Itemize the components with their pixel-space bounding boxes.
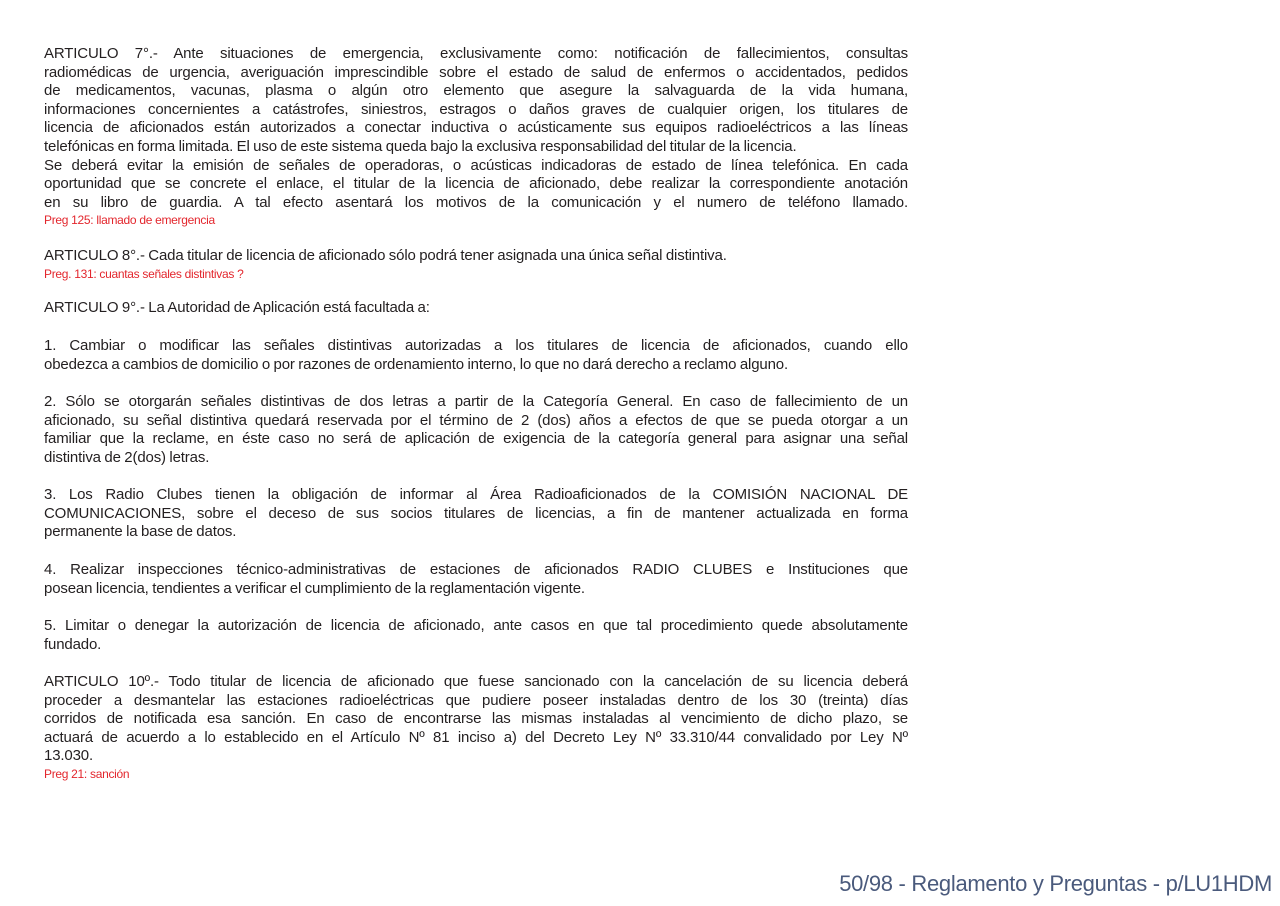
text-line: obedezca a cambios de domicilio o por razones de ordenamiento interno, lo que no dará derecho a reclamo alguno.	[44, 355, 789, 373]
text-line: oportunidad que se concrete el enlace, el titular de la licencia de aficionado, debe realizar la correspondiente anotación	[44, 175, 908, 193]
text-line: radiomédicas de urgencia, averiguación imprescindible sobre el estado de salud de enfermos o accidentados, pedidos	[44, 63, 908, 81]
text-line: 3. Los Radio Clubes tienen la obligación de informar al Área Radioaficionados de la COMISIÓN NACIONAL DE	[44, 486, 908, 503]
text-line: 4. Realizar inspecciones técnico-administrativas de estaciones de aficionados RADIO CLUBES e Instituciones que	[44, 561, 908, 578]
item-5-paragraph	[44, 617, 908, 654]
articulo-7-paragraph	[44, 45, 908, 228]
text-line: ARTICULO 7°.- Ante situaciones de emergencia, exclusivamente como: notificación de fallecimientos, consultas	[44, 45, 908, 62]
text-line: aficionado, su señal distintiva quedará reservada por el término de 2 (dos) años a efectos de que se pueda otorgar a un	[44, 411, 908, 429]
text-line: de medicamentos, vacunas, plasma o algún otro elemento que asegure la salvaguarda de la vida humana,	[44, 82, 908, 100]
text-line: 1. Cambiar o modificar las señales distintivas autorizadas a los titulares de licencia de aficionados, cuando ello	[44, 337, 908, 354]
question-reference-note: Preg 21: sanción	[44, 766, 130, 781]
text-line: telefónicas en forma limitada. El uso de este sistema queda bajo la exclusiva responsabilidad del titular de la licencia.	[44, 137, 797, 155]
text-line: fundado.	[44, 635, 102, 653]
text-line: COMUNICACIONES, sobre el deceso de sus socios titulares de licencias, a fin de mantener actualizada en forma	[44, 504, 908, 522]
text-line: familiar que la reclame, en éste caso no será de aplicación de exigencia de la categoría general para asignar una señal	[44, 430, 908, 448]
text-line: 13.030.	[44, 747, 93, 765]
text-line: ARTICULO 10º.- Todo titular de licencia de aficionado que fuese sancionado con la cancelación de su licencia deberá	[44, 673, 908, 690]
page-footer: 50/98 - Reglamento y Preguntas - p/LU1HDM	[839, 871, 1272, 896]
articulo-10-paragraph	[44, 673, 908, 782]
item-4-paragraph	[44, 561, 908, 598]
text-line: posean licencia, tendientes a verificar el cumplimiento de la reglamentación vigente.	[44, 579, 585, 597]
text-line: permanente la base de datos.	[44, 523, 237, 541]
text-line: licencia de aficionados están autorizados a conectar inductiva o acústicamente sus equipos radioeléctricos a las líneas	[44, 119, 908, 137]
question-reference-note: Preg. 131: cuantas señales distintivas ?	[44, 266, 244, 281]
text-line: Se deberá evitar la emisión de señales de operadoras, o acústicas indicadoras de estado de línea telefónica. En cada	[44, 156, 908, 174]
item-3-paragraph	[44, 486, 908, 542]
text-line: informaciones concernientes a catástrofes, siniestros, estragos o daños graves de cualquier origen, los titulares de	[44, 100, 908, 118]
articulo-9-paragraph	[44, 299, 908, 318]
question-reference-note: Preg 125: llamado de emergencia	[44, 213, 215, 228]
text-line: distintiva de 2(dos) letras.	[44, 448, 210, 466]
text-line: actuará de acuerdo a lo establecido en el Artículo Nº 81 inciso a) del Decreto Ley Nº 33.310/44 convalidado por Ley Nº	[44, 728, 908, 746]
text-line: corridos de notificada esa sanción. En caso de encontrarse las mismas instaladas al vencimiento de dicho plazo, se	[44, 710, 908, 728]
text-line: 2. Sólo se otorgarán señales distintivas de dos letras a partir de la Categoría General. En caso de fallecimiento de un	[44, 393, 908, 410]
articulo-8-paragraph	[44, 247, 908, 282]
item-2-paragraph	[44, 393, 908, 467]
text-line: proceder a desmantelar las estaciones radioeléctricas que pudiere poseer instaladas dentro de los 30 (treinta) días	[44, 691, 908, 709]
text-line: en su libro de guardia. A tal efecto asentará los motivos de la comunicación y el numero de teléfono llamado.	[44, 193, 908, 211]
text-line: 5. Limitar o denegar la autorización de licencia de aficionado, ante casos en que tal procedimiento quede absolutamente	[44, 617, 908, 634]
text-line: ARTICULO 9°.- La Autoridad de Aplicación está facultada a:	[44, 299, 430, 316]
text-line: ARTICULO 8°.- Cada titular de licencia de aficionado sólo podrá tener asignada una única señal distintiva.	[44, 247, 727, 264]
item-1-paragraph	[44, 337, 908, 374]
